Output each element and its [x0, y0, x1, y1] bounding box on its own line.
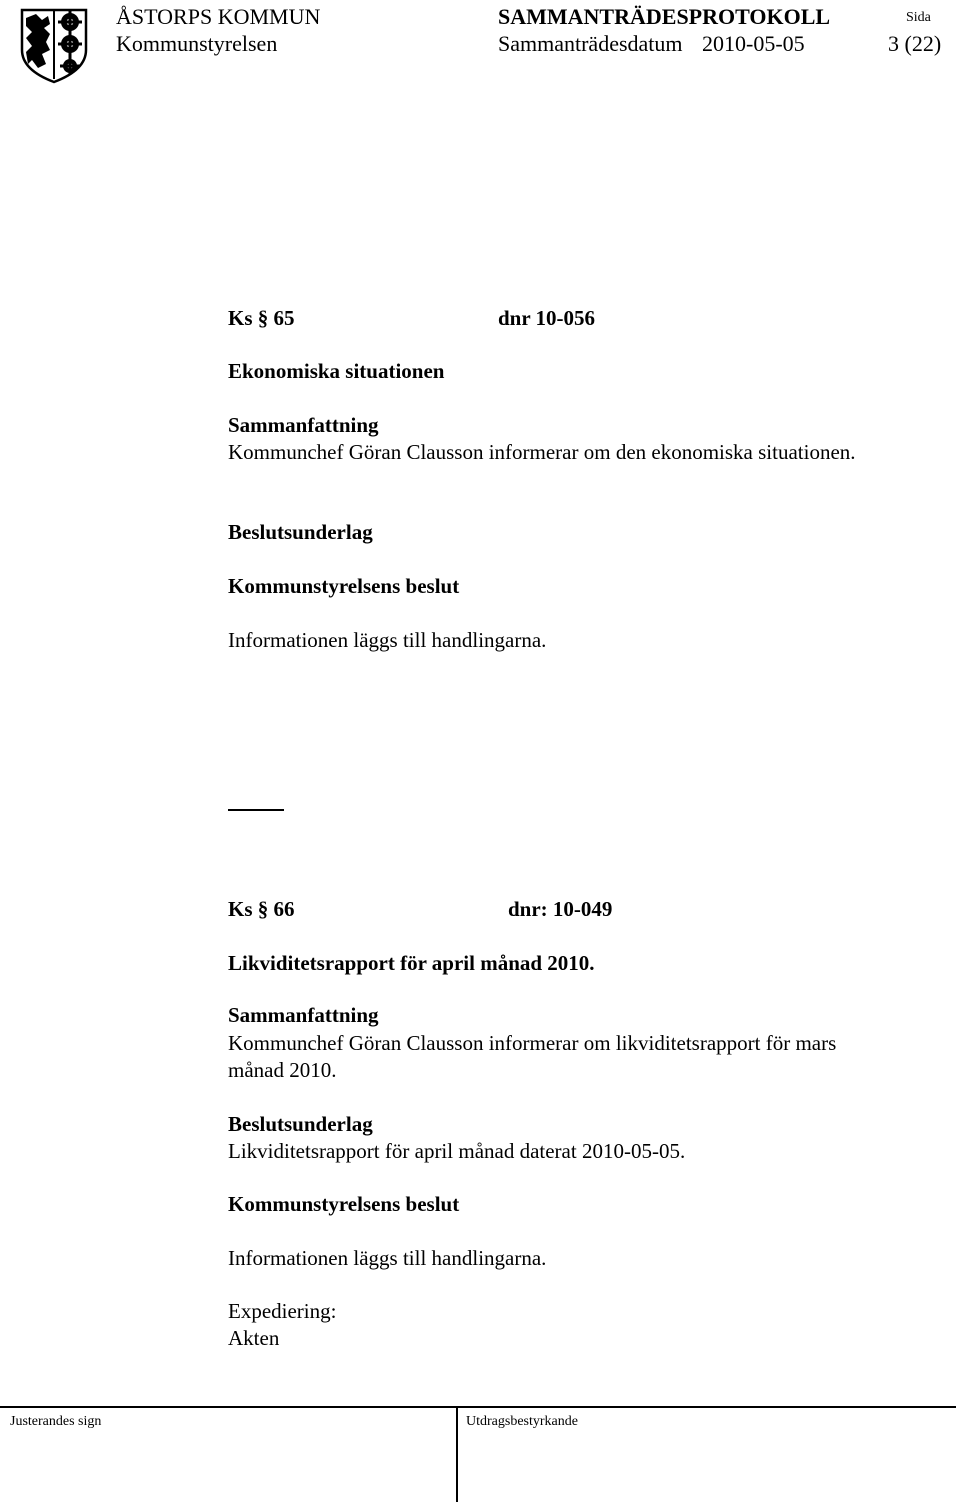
ks-65-summary-text: Kommunchef Göran Clausson informerar om den ekonomiska situationen. [228, 440, 856, 464]
meeting-date-label: Sammanträdesdatum [498, 31, 683, 56]
ks-66-label: Ks § 66 [228, 897, 295, 921]
ks-66-dispatch-label: Expediering: [228, 1299, 337, 1323]
ks-65-label: Ks § 65 [228, 306, 295, 330]
section-separator [228, 809, 284, 811]
ks-number: 66 [273, 897, 295, 921]
ks-65-basis-heading: Beslutsunderlag [228, 520, 373, 544]
footer-divider [456, 1406, 458, 1502]
ks-65-title: Ekonomiska situationen [228, 359, 445, 383]
ks-66-decision-text: Informationen läggs till handlingarna. [228, 1246, 547, 1270]
ks-66-basis-heading: Beslutsunderlag [228, 1112, 373, 1136]
meeting-date-value: 2010-05-05 [702, 31, 805, 56]
ks-66-basis-text: Likviditetsrapport för april månad daterat 2010-05-05. [228, 1139, 686, 1163]
department-name: Kommunstyrelsen [116, 31, 278, 56]
document-type: SAMMANTRÄDESPROTOKOLL [498, 4, 831, 29]
ks-65-decision-heading: Kommunstyrelsens beslut [228, 574, 460, 598]
ks-66-dispatch-value: Akten [228, 1326, 280, 1350]
ks-65-dnr: dnr 10-056 [498, 306, 596, 330]
municipality-name: ÅSTORPS KOMMUN [116, 4, 321, 29]
footer-utdragsbestyrkande: Utdragsbestyrkande [466, 1414, 578, 1429]
footer-top-rule [0, 1406, 956, 1408]
ks-66-decision-heading: Kommunstyrelsens beslut [228, 1192, 460, 1216]
ks-label: Ks [228, 897, 253, 921]
page-number: 3 (22) [888, 31, 942, 56]
ks-66-summary-text-line1: Kommunchef Göran Clausson informerar om likviditetsrapport för mars [228, 1031, 837, 1055]
ks-65-decision-text: Informationen läggs till handlingarna. [228, 628, 547, 652]
municipality-coat-of-arms-logo [14, 4, 94, 84]
ks-label: Ks [228, 306, 253, 330]
page-label: Sida [906, 10, 931, 25]
ks-66-title: Likviditetsrapport för april månad 2010. [228, 951, 595, 975]
footer-justerandes-sign: Justerandes sign [10, 1414, 102, 1429]
ks-66-summary-text-line2: månad 2010. [228, 1058, 337, 1082]
ks-number: 65 [273, 306, 295, 330]
ks-65-summary-heading: Sammanfattning [228, 413, 379, 437]
ks-66-summary-heading: Sammanfattning [228, 1003, 379, 1027]
ks-66-dnr: dnr: 10-049 [508, 897, 613, 921]
